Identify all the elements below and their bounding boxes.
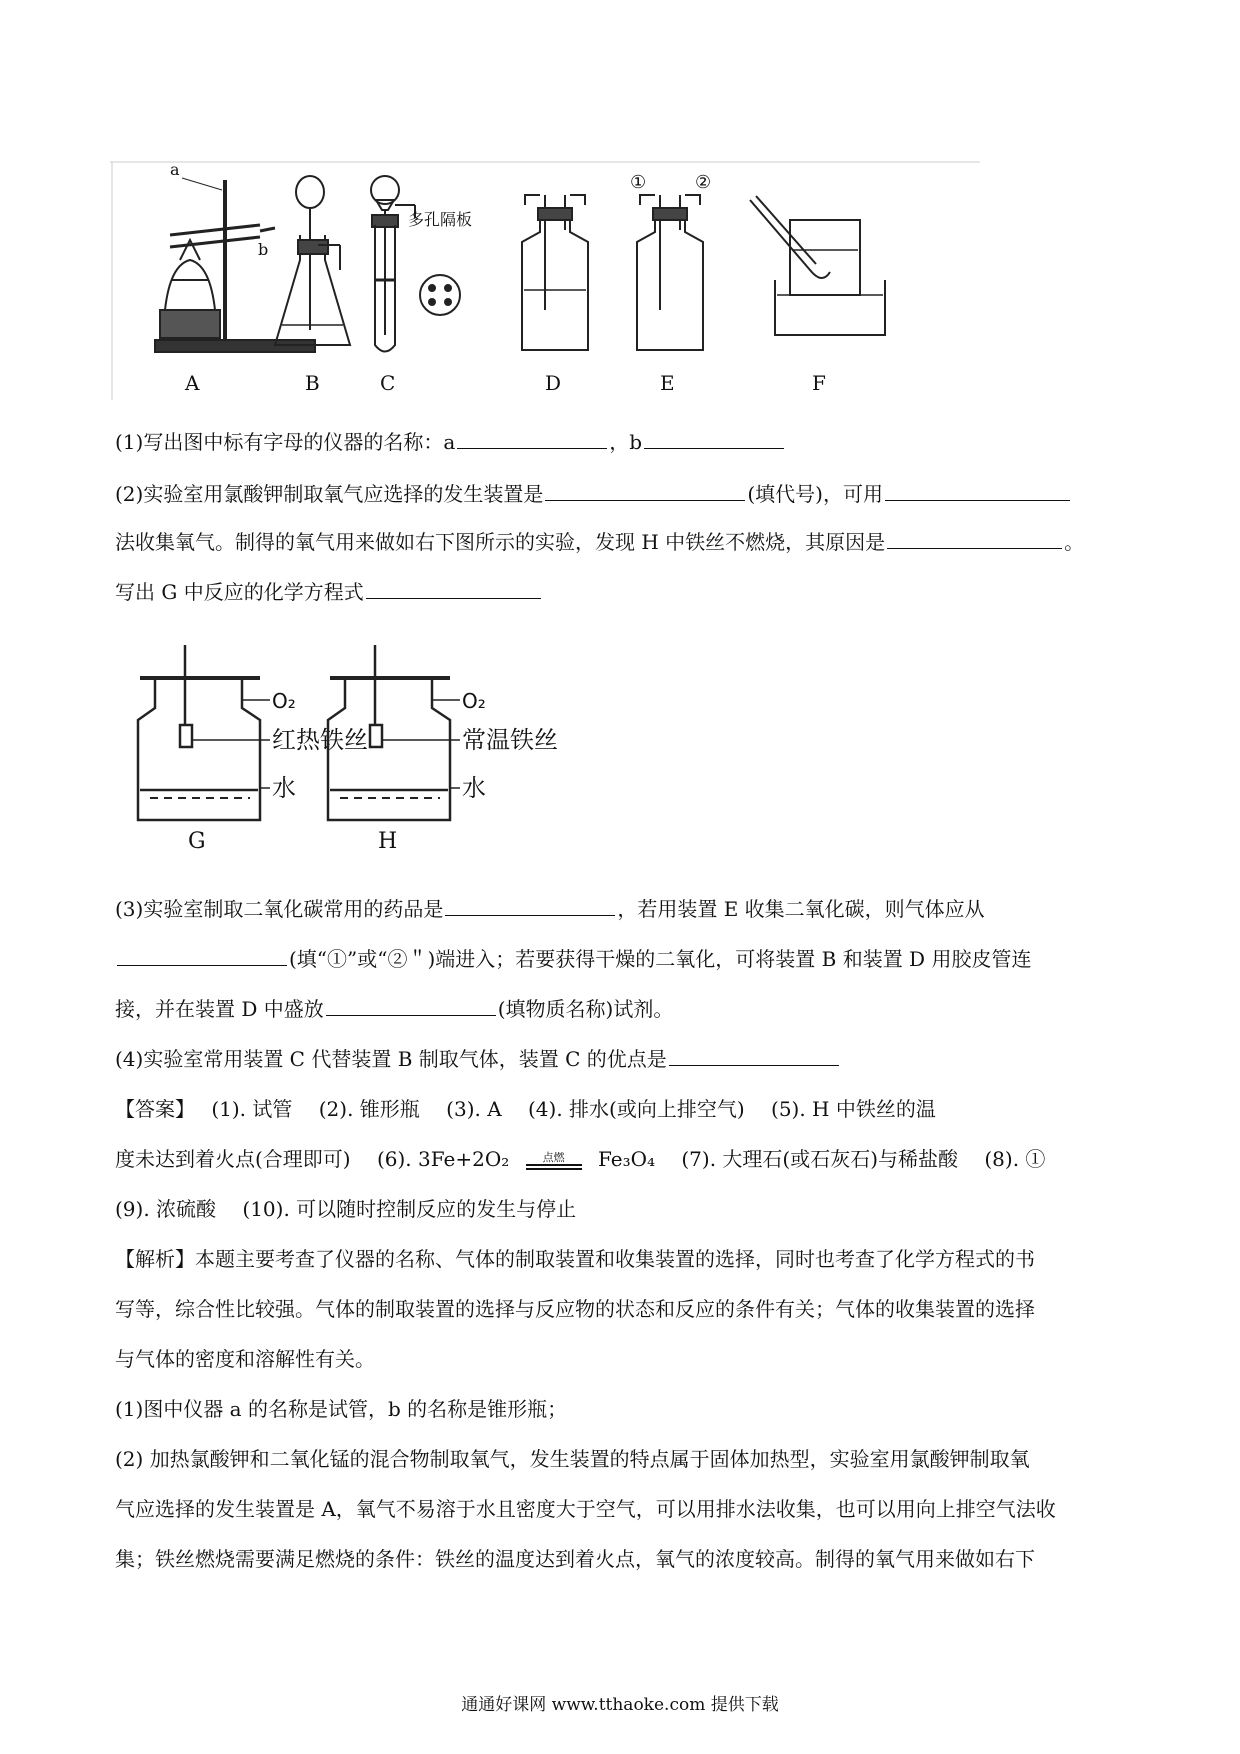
- analysis-line-5: (2) 加热氯酸钾和二氧化锰的混合物制取氧气，发生装置的特点属于固体加热型，实验室用氯酸钾制取氧: [115, 1447, 1030, 1471]
- answer-line-1: 【答案】 (1). 试管 (2). 锥形瓶 (3). A (4). 排水(或向上排空气) (5). H 中铁丝的温: [115, 1097, 936, 1121]
- iron-wire-figure: [130, 640, 610, 850]
- answer-line-2: 度未达到着火点(合理即可) (6). 3Fe+2O₂ 点燃 Fe₃O₄ (7). 大理石(或石灰石)与稀盐酸 (8). ①: [115, 1147, 1046, 1171]
- h-gas-label: O₂: [462, 689, 486, 713]
- label-A: A: [185, 371, 200, 395]
- question-3-line-3: 接，并在装置 D 中盛放 (填物质名称)试剂。: [115, 997, 674, 1021]
- answer-line-3: (9). 浓硫酸 (10). 可以随时控制反应的发生与停止: [115, 1197, 577, 1221]
- g-wire-label: 红热铁丝: [272, 726, 368, 754]
- blank-reagents[interactable]: [445, 895, 615, 916]
- label-E: E: [660, 371, 675, 395]
- reaction-condition: 点燃: [526, 1152, 582, 1170]
- port-1: ①: [630, 172, 647, 193]
- apparatus-figure: [110, 160, 990, 400]
- blank-desiccant[interactable]: [326, 995, 496, 1016]
- h-label: H: [378, 829, 398, 850]
- blank-device[interactable]: [545, 480, 745, 501]
- page-footer: 通通好课网 www.tthaoke.com 提供下载: [461, 1695, 779, 1715]
- question-3-line-2: (填“①”或“②＂)端进入；若要获得干燥的二氧化，可将装置 B 和装置 D 用胶皮管连: [115, 945, 1031, 973]
- label-B: B: [305, 371, 320, 395]
- apparatus-e: [637, 195, 703, 350]
- blank-port[interactable]: [117, 945, 287, 966]
- apparatus-f: [750, 196, 885, 335]
- port-2: ②: [695, 172, 712, 193]
- question-2-line-1: (2)实验室用氯酸钾制取氧气应选择的发生装置是 (填代号)，可用: [115, 480, 1072, 508]
- blank-method[interactable]: [885, 480, 1070, 501]
- h-water-label: 水: [462, 774, 486, 802]
- blank-reason[interactable]: [887, 528, 1062, 549]
- analysis-line-2: 写等，综合性比较强。气体的制取装置的选择与反应物的状态和反应的条件有关；气体的收集装置的选择: [115, 1297, 1035, 1321]
- g-label: G: [188, 829, 206, 850]
- question-1: (1)写出图中标有字母的仪器的名称：a ，b: [115, 428, 786, 456]
- apparatus-a: [155, 180, 315, 352]
- question-2-line-2: 法收集氧气。制得的氧气用来做如右下图所示的实验，发现 H 中铁丝不燃烧，其原因是 。: [115, 530, 1085, 554]
- label-D: D: [545, 371, 562, 395]
- analysis-line-6: 气应选择的发生装置是 A，氧气不易溶于水且密度大于空气，可以用排水法收集，也可以用向上排空气法收: [115, 1497, 1056, 1521]
- apparatus-c: [371, 176, 460, 352]
- apparatus-d: [522, 195, 588, 350]
- analysis-line-1: 【解析】本题主要考查了仪器的名称、气体的制取装置和收集装置的选择，同时也考查了化学方程式的书: [115, 1247, 1035, 1271]
- label-C: C: [380, 371, 396, 395]
- blank-b[interactable]: [644, 428, 784, 449]
- question-2-line-3: 写出 G 中反应的化学方程式: [115, 578, 543, 606]
- label-a: a: [170, 160, 180, 179]
- label-plate: 多孔隔板: [408, 210, 473, 229]
- blank-a[interactable]: [457, 428, 607, 449]
- g-water-label: 水: [272, 774, 296, 802]
- apparatus-b: [275, 176, 350, 345]
- bottle-g: [138, 645, 270, 820]
- analysis-line-7: 集；铁丝燃烧需要满足燃烧的条件：铁丝的温度达到着火点，氧气的浓度较高。制得的氧气用来做如右下: [115, 1547, 1035, 1571]
- label-F: F: [812, 371, 826, 395]
- question-3-line-1: (3)实验室制取二氧化碳常用的药品是 ，若用装置 E 收集二氧化碳，则气体应从: [115, 897, 985, 921]
- analysis-line-3: 与气体的密度和溶解性有关。: [115, 1347, 375, 1371]
- blank-advantage[interactable]: [669, 1045, 839, 1066]
- equals-sign: [526, 1164, 582, 1170]
- h-wire-label: 常温铁丝: [462, 726, 558, 754]
- g-gas-label: O₂: [272, 689, 296, 713]
- blank-equation[interactable]: [366, 578, 541, 599]
- analysis-line-4: (1)图中仪器 a 的名称是试管，b 的名称是锥形瓶；: [115, 1397, 568, 1421]
- question-4: (4)实验室常用装置 C 代替装置 B 制取气体，装置 C 的优点是: [115, 1045, 841, 1073]
- label-b: b: [258, 240, 269, 259]
